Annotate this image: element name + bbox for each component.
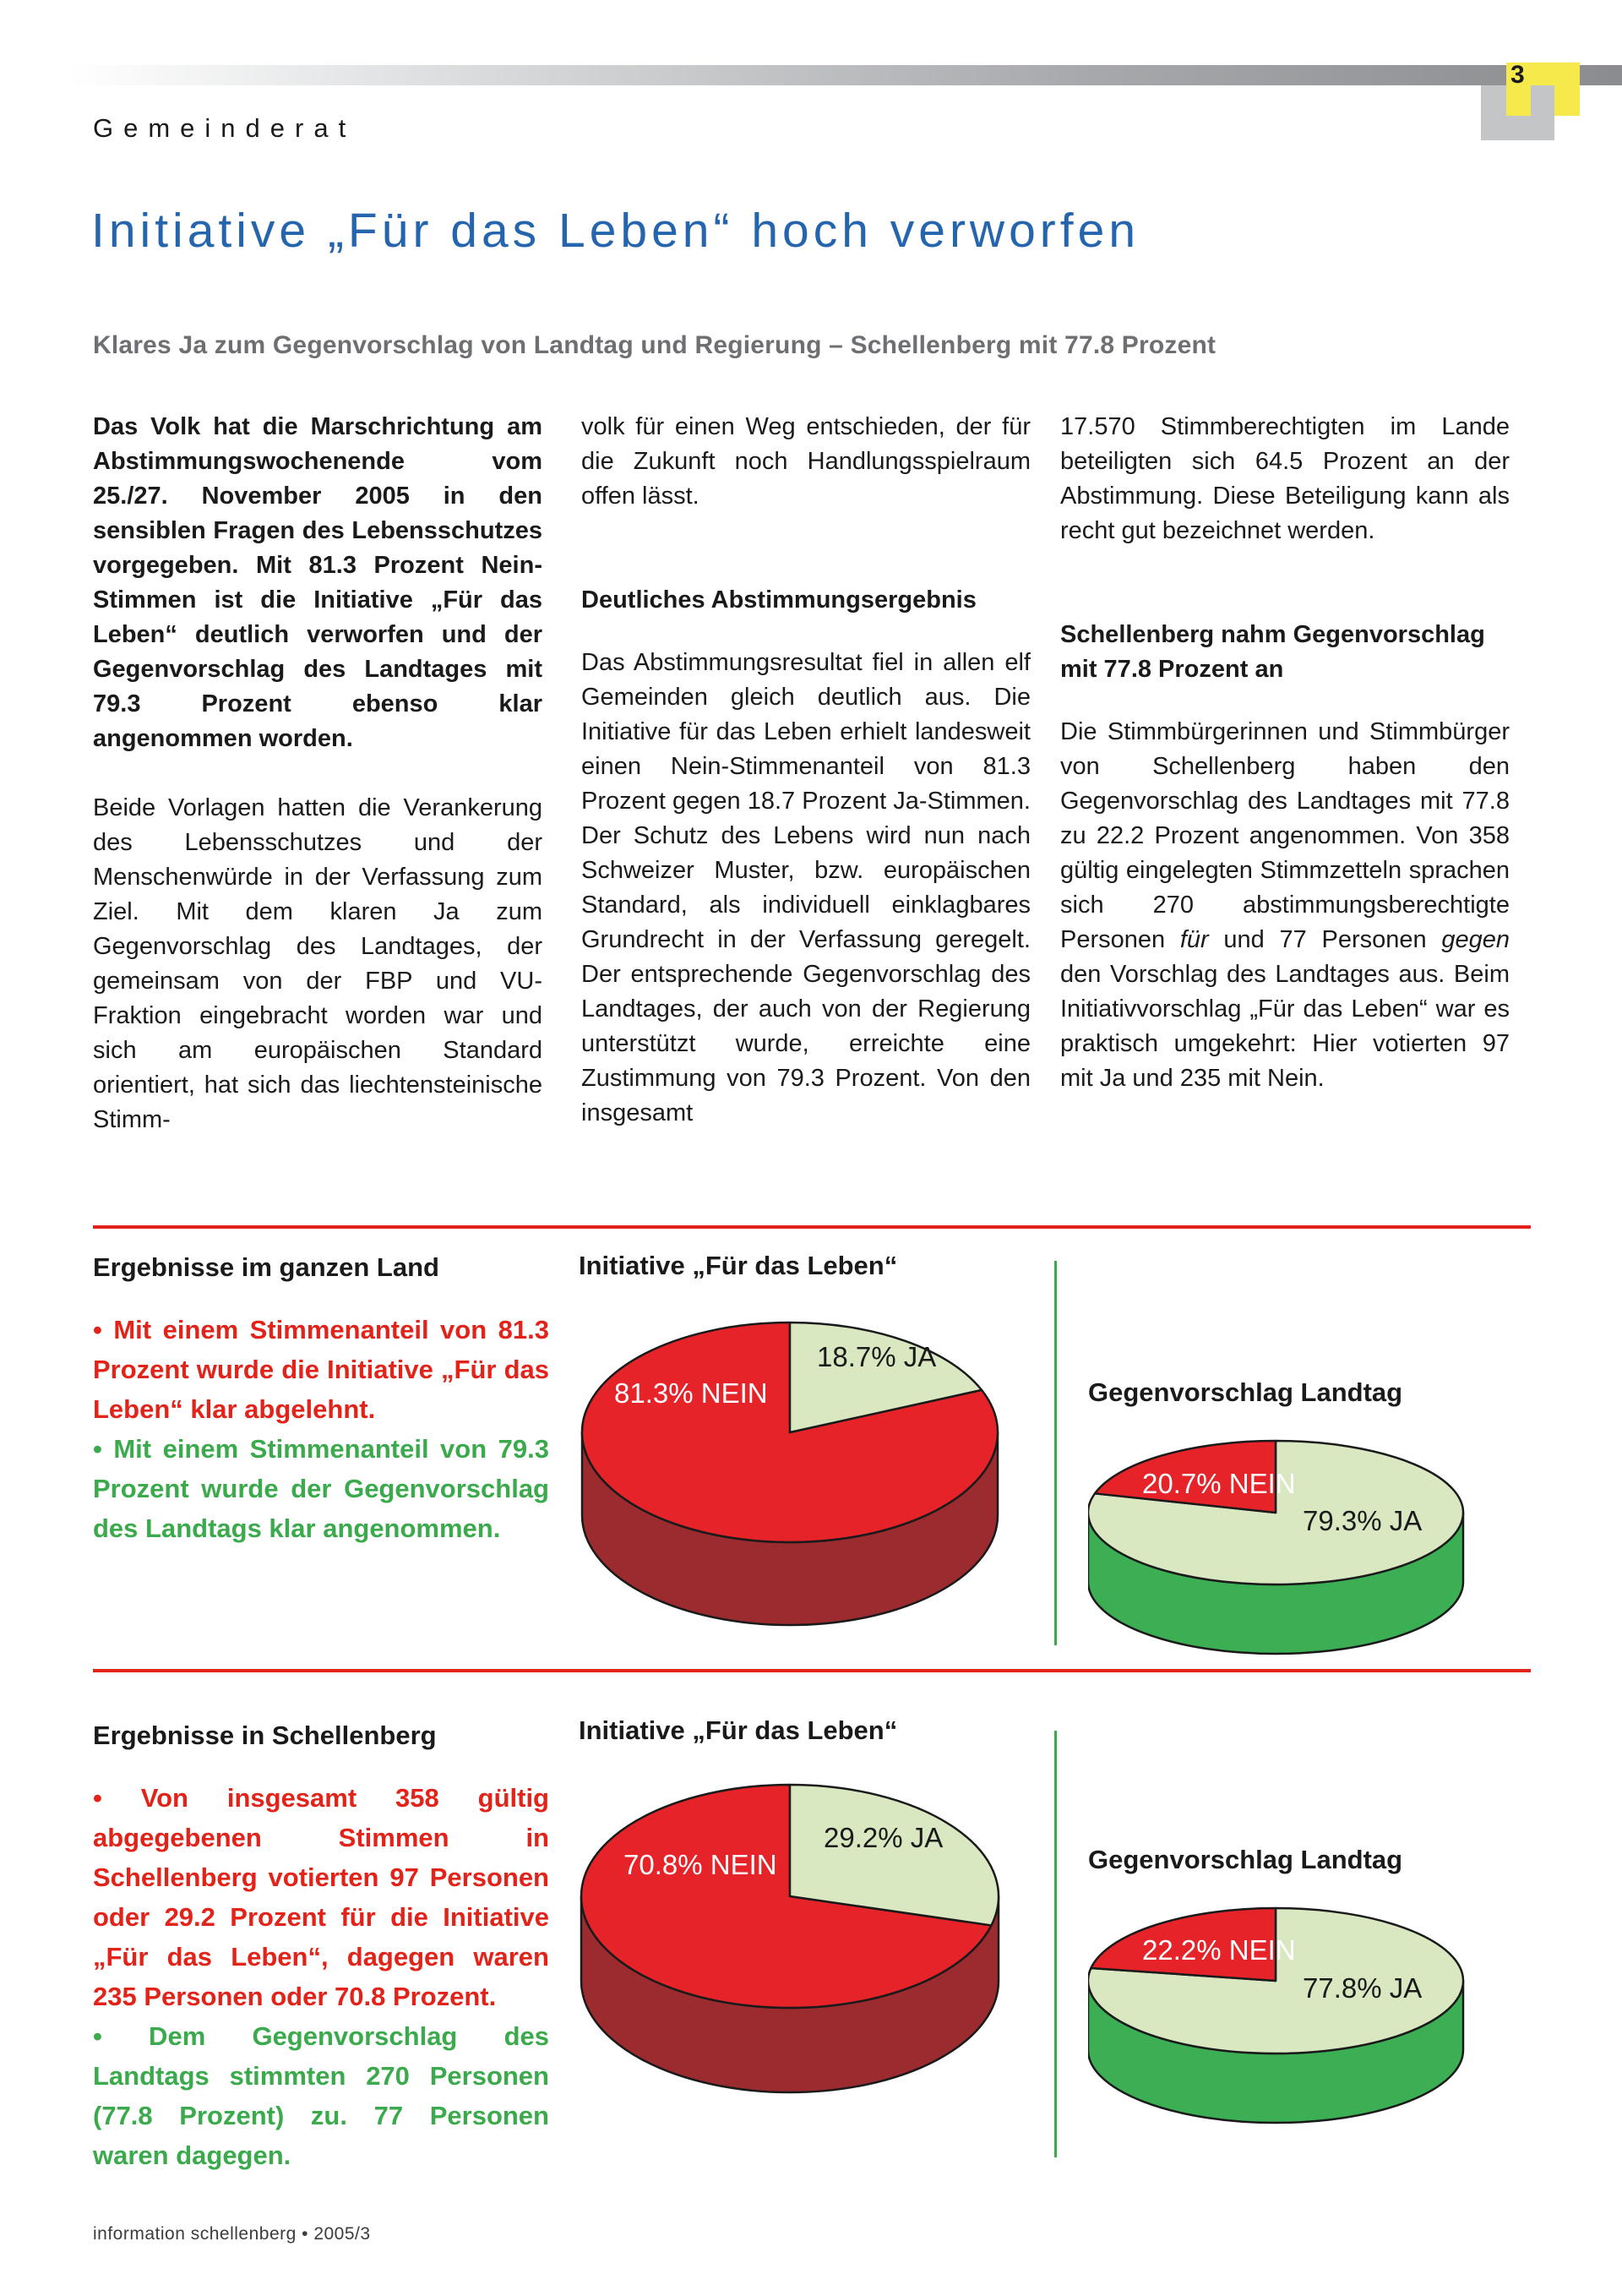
chart-title: Gegenvorschlag Landtag: [1088, 1377, 1403, 1407]
paragraph-segment: und 77 Personen: [1208, 926, 1442, 953]
results-schellenberg-block: [93, 1721, 549, 2175]
section-kicker: Gemeinderat: [93, 113, 357, 143]
pie-slice-label-ja: 77.8% JA: [1303, 1972, 1423, 2004]
pie-slice-label-ja: 79.3% JA: [1303, 1505, 1423, 1536]
header-gradient-bar: [68, 65, 1622, 85]
paragraph: [1060, 715, 1510, 1096]
results-schellenberg-bullet-ja: • Dem Gegenvorschlag des Landtags stimmten 270 Personen (77.8 Prozent) zu. 77 Personen waren dagegen.: [93, 2021, 549, 2170]
results-country-block: [93, 1252, 549, 1548]
green-divider-vertical-1: [1054, 1261, 1057, 1645]
pie-chart-initiative-country: [579, 1251, 1039, 1682]
pie-counterproposal-country-graphic: [1088, 1415, 1549, 1669]
paragraph: Beide Vorlagen hatten die Verankerung des Lebensschutzes und der Menschenwürde in der Verfassung zum Ziel. Mit dem klaren Ja zum Gegenvorschlag des Landtages, der gemeinsam von der FBP und VU-Fraktion eingebracht worden war und sich am europäischen Standard orientiert, hat sich das liechtensteinische Stimm-: [93, 794, 542, 1133]
results-country-bullet-nein: • Mit einem Stimmenanteil von 81.3 Prozent wurde die Initiative „Für das Leben“ klar abgelehnt.: [93, 1315, 549, 1424]
emphasis-fuer: für: [1179, 926, 1209, 953]
article-subtitle: Klares Ja zum Gegenvorschlag von Landtag und Regierung – Schellenberg mit 77.8 Prozent: [93, 331, 1216, 359]
pie-chart-initiative-schellenberg: [579, 1715, 1039, 2146]
lead-paragraph: Das Volk hat die Marschrichtung am Abstimmungswochenende vom 25./27. November 2005 in den sensiblen Fragen des Lebensschutzes vorgegeben. Mit 81.3 Prozent Nein-Stimmen ist die Initiative „Für das Leben“ deutlich verworfen und der Gegenvorschlag des Landtages mit 79.3 Prozent ebenso klar angenommen worden.: [93, 413, 542, 752]
emphasis-gegen: gegen: [1441, 926, 1510, 953]
pie-slice-label-ja: 18.7% JA: [817, 1341, 937, 1372]
red-divider-middle: [93, 1669, 1531, 1672]
subheading-abstimmungsergebnis: Deutliches Abstimmungsergebnis: [581, 586, 977, 614]
pie-slice-label-nein: 70.8% NEIN: [623, 1849, 777, 1880]
results-schellenberg-heading: Ergebnisse in Schellenberg: [93, 1721, 437, 1750]
chart-title: Initiative „Für das Leben“: [579, 1251, 898, 1280]
pie-chart-counterproposal-country: [1088, 1377, 1549, 1673]
paragraph: 17.570 Stimmberechtigten im Lande beteiligten sich 64.5 Prozent an der Abstimmung. Diese Beteiligung kann als recht gut bezeichnet werden.: [1060, 413, 1510, 544]
paragraph: Das Abstimmungsresultat fiel in allen elf Gemeinden gleich deutlich aus. Die Initiative für das Leben erhielt landesweit einen Nein-Stimmenanteil von 81.3 Prozent gegen 18.7 Prozent Ja-Stimmen. Der Schutz des Lebens wird nun nach Schweizer Muster, bzw. europäischen Standard, als individuell einklagbares Grundrecht in der Verfassung geregelt. Der entsprechende Gegenvorschlag des Landtages, der auch von der Regierung unterstützt wurde, erreichte eine Zustimmung von 79.3 Prozent. Von den insgesamt: [581, 649, 1031, 1126]
body-column-2: [581, 410, 1031, 1165]
pie-initiative-country-graphic: [579, 1306, 1035, 1644]
header-gray-notch: [1531, 85, 1554, 116]
pie-initiative-schellenberg-graphic: [579, 1770, 1035, 2108]
pie-counterproposal-schellenberg-graphic: [1088, 1895, 1549, 2141]
chart-title: Initiative „Für das Leben“: [579, 1715, 898, 1745]
pie-slice-label-nein: 20.7% NEIN: [1142, 1468, 1296, 1499]
pie-slice-label-nein: 22.2% NEIN: [1142, 1934, 1296, 1966]
pie-chart-counterproposal-schellenberg: [1088, 1845, 1549, 2132]
pie-slice-label-ja: 29.2% JA: [824, 1822, 944, 1853]
page-footer: information schellenberg • 2005/3: [93, 2224, 371, 2244]
chart-title: Gegenvorschlag Landtag: [1088, 1845, 1403, 1874]
results-country-bullet-ja: • Mit einem Stimmenanteil von 79.3 Prozent wurde der Gegenvorschlag des Landtags klar angenommen.: [93, 1434, 549, 1543]
red-divider-top: [93, 1225, 1531, 1229]
results-country-heading: Ergebnisse im ganzen Land: [93, 1252, 439, 1282]
pie-slice-label-nein: 81.3% NEIN: [614, 1377, 768, 1409]
results-schellenberg-bullet-nein: • Von insgesamt 358 gültig abgegebenen Stimmen in Schellenberg votierten 97 Personen oder 29.2 Prozent für die Initiative „Für das Leben“, dagegen waren 235 Personen oder 70.8 Prozent.: [93, 1783, 549, 2011]
green-divider-vertical-2: [1054, 1731, 1057, 2157]
page-number: 3: [1510, 61, 1525, 89]
body-column-1: [93, 410, 542, 1172]
paragraph-segment: den Vorschlag des Landtages aus. Beim Initiativvorschlag „Für das Leben“ war es praktisch umgekehrt: Hier votierten 97 mit Ja und 235 mit Nein.: [1060, 961, 1510, 1092]
article-title: Initiative „Für das Leben“ hoch verworfen: [91, 204, 1140, 258]
subheading-schellenberg: Schellenberg nahm Gegenvorschlag mit 77.8 Prozent an: [1060, 621, 1485, 683]
body-column-3: [1060, 410, 1510, 1131]
paragraph: volk für einen Weg entschieden, der für die Zukunft noch Handlungsspielraum offen lässt.: [581, 413, 1031, 510]
paragraph-segment: Die Stimmbürgerinnen und Stimmbürger von Schellenberg haben den Gegenvorschlag des Landtages mit 77.8 zu 22.2 Prozent angenommen. Von 358 gültig eingelegten Stimmzetteln sprachen sich 270 abstimmungsberechtigte Personen: [1060, 718, 1510, 953]
